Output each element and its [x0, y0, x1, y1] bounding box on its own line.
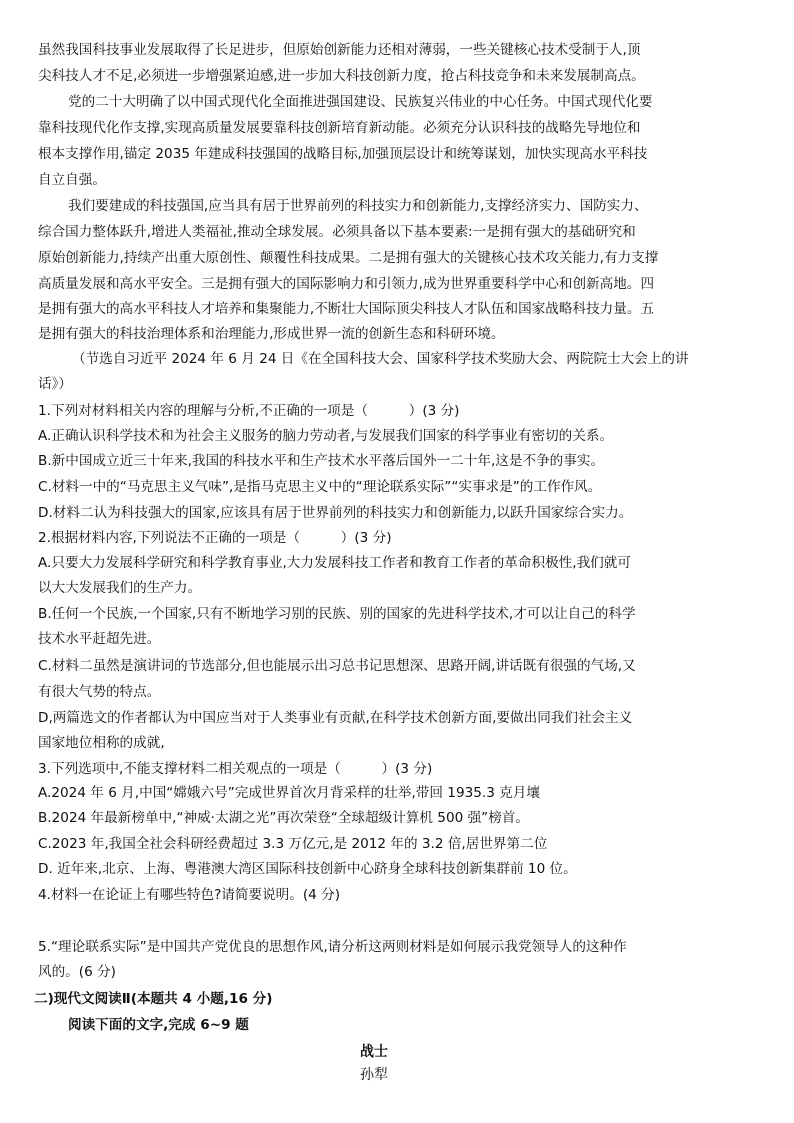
option-b-cont: 技术水平赶超先进。 [38, 631, 161, 647]
option-c: C.材料二虽然是演讲词的节选部分,但也能展示出习总书记思想深、思路开阔,讲话既有很强的气场,又 [38, 658, 636, 674]
option-c-cont: 有很大气势的特点。 [38, 684, 161, 700]
paragraph-line: 综合国力整体跃升,增进人类福祉,推动全球发展。必须具备以下基本要素:一是拥有强大的基础研究和 [38, 224, 636, 240]
question-1: 1.下列对材料相关内容的理解与分析,不正确的一项是（ ）(3 分) [38, 403, 460, 419]
question-5-cont: 风的。(6 分) [38, 964, 116, 980]
option-d-cont: 国家地位相称的成就, [38, 735, 165, 751]
option-c: C.材料一中的“马克思主义气味”,是指马克思主义中的“理论联系实际”“实事求是”的工作作风。 [38, 479, 602, 495]
paragraph-line: 尖科技人才不足,必须进一步增强紧迫感,进一步加大科技创新力度，抢占科技竞争和未来发展制高点。 [38, 68, 645, 84]
option-b: B.新中国成立近三十年来,我国的科技水平和生产技术水平落后国外一二十年,这是不争的事实。 [38, 453, 605, 469]
paragraph-line: 高质量发展和高水平安全。三是拥有强大的国际影响力和引领力,成为世界重要科学中心和创新高地。四 [38, 276, 655, 292]
paragraph-line: 原始创新能力,持续产出重大原创性、颠覆性科技成果。二是拥有强大的关键核心技术攻关能力,有力支撑 [38, 250, 659, 266]
source-note: 话》） [38, 376, 72, 392]
option-b: B.任何一个民族,一个国家,只有不断地学习别的民族、别的国家的先进科学技术,才可以让自己的科学 [38, 606, 636, 622]
question-3: 3.下列选项中,不能支撑材料二相关观点的一项是（ ）(3 分) [38, 761, 433, 777]
option-a-cont: 以大大发展我们的生产力。 [38, 580, 202, 596]
paragraph-line: 是拥有强大的高水平科技人才培养和集聚能力,不断壮大国际顶尖科技人才队伍和国家战略科技力量。五 [38, 301, 655, 317]
paragraph-line: 虽然我国科技事业发展取得了长足进步，但原始创新能力还相对薄弱，一些关键核心技术受制于人,顶 [38, 42, 641, 58]
section-instruction: 阅读下面的文字,完成 6~9 题 [68, 1017, 249, 1033]
question-2: 2.根据材料内容,下列说法不正确的一项是（ ）(3 分) [38, 530, 392, 546]
article-title: 战士 [360, 1044, 388, 1060]
paragraph-line: 党的二十大明确了以中国式现代化全面推进强国建设、民族复兴伟业的中心任务。中国式现代化要 [68, 94, 653, 110]
question-4: 4.材料一在论证上有哪些特色?请简要说明。(4 分) [38, 887, 341, 903]
paragraph-line: 是拥有强大的科技治理体系和治理能力,形成世界一流的创新生态和科研环境。 [38, 326, 505, 342]
question-5: 5.“理论联系实际”是中国共产党优良的思想作风,请分析这两则材料是如何展示我党领导人的这种作 [38, 939, 627, 955]
source-note: （节选自习近平 2024 年 6 月 24 日《在全国科技大会、国家科学技术奖励大会、两院院士大会上的讲 [72, 351, 689, 367]
option-d: D. 近年来,北京、上海、粤港澳大湾区国际科技创新中心跻身全球科技创新集群前 10 位。 [38, 861, 577, 877]
option-a: A.正确认识科学技术和为社会主义服务的脑力劳动者,与发展我们国家的科学事业有密切的关系。 [38, 428, 614, 444]
paragraph-line: 根本支撑作用,锚定 2035 年建成科技强国的战略目标,加强顶层设计和统筹谋划，加快实现高水平科技 [38, 146, 648, 162]
option-a: A.只要大力发展科学研究和科学教育事业,大力发展科技工作者和教育工作者的革命积极性,我们就可 [38, 555, 631, 571]
option-d: D,两篇选文的作者都认为中国应当对于人类事业有贡献,在科学技术创新方面,要做出同我们社会主义 [38, 710, 633, 726]
paragraph-line: 靠科技现代化作支撑,实现高质量发展要靠科技创新培育新动能。必须充分认识科技的战略先导地位和 [38, 120, 641, 136]
article-author: 孙犁 [360, 1067, 388, 1083]
paragraph-line: 自立自强。 [38, 172, 106, 188]
paragraph-line: 我们要建成的科技强国,应当具有居于世界前列的科技实力和创新能力,支撑经济实力、国防实力、 [68, 198, 648, 214]
option-c: C.2023 年,我国全社会科研经费超过 3.3 万亿元,是 2012 年的 3.2 倍,居世界第二位 [38, 836, 548, 852]
section-heading: 二)现代文阅读Ⅱ(本题共 4 小题,16 分) [34, 991, 273, 1007]
option-b: B.2024 年最新榜单中,“神威·太湖之光”再次荣登“全球超级计算机 500 强”榜首。 [38, 810, 529, 826]
option-a: A.2024 年 6 月,中国“嫦娥六号”完成世界首次月背采样的壮举,带回 1935.3 克月壤 [38, 785, 540, 801]
option-d: D.材料二认为科技强大的国家,应该具有居于世界前列的科技实力和创新能力,以跃升国家综合实力。 [38, 505, 633, 521]
